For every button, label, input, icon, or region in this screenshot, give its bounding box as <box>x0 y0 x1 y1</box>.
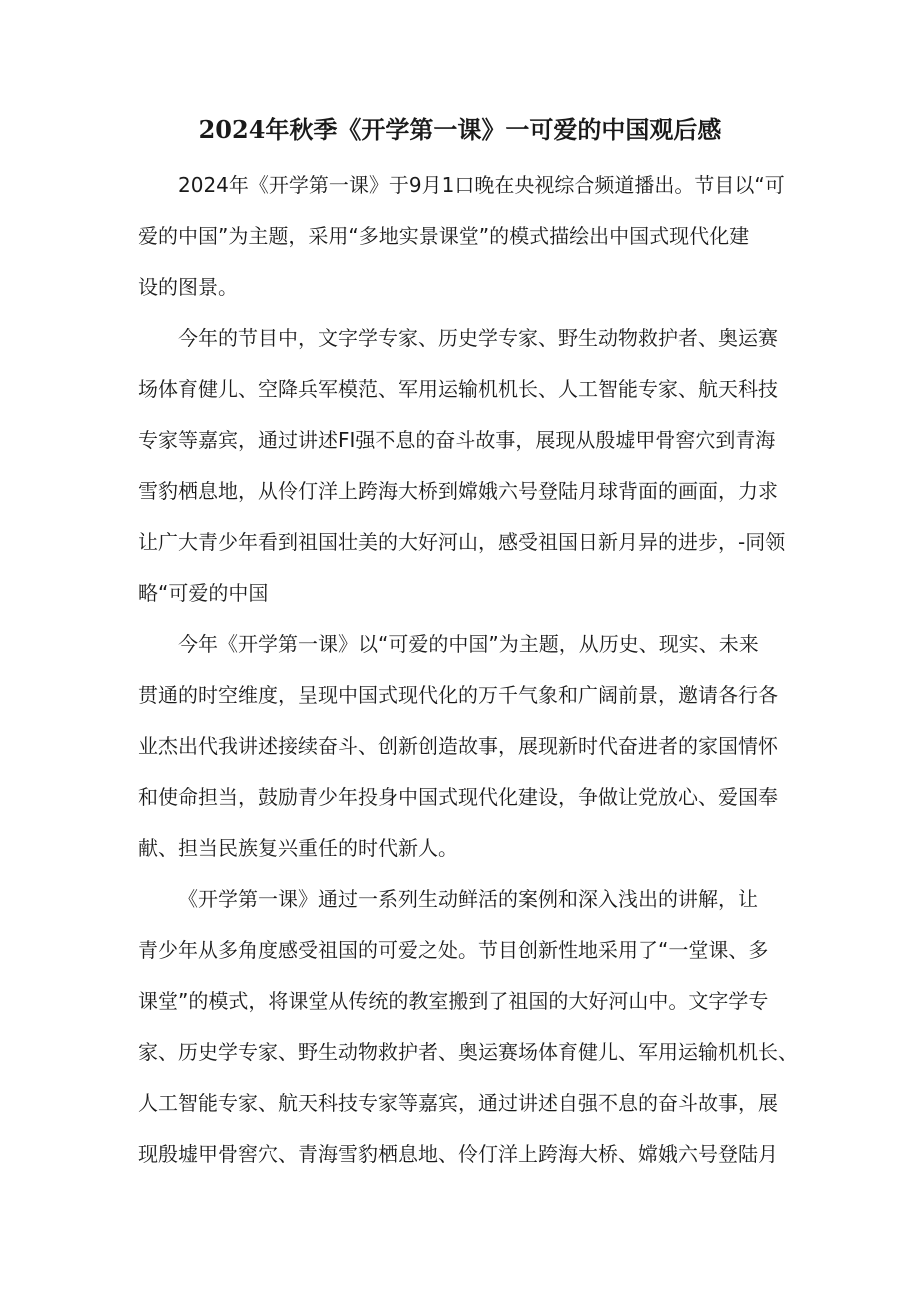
paragraph-4-line-2: 青少年从多角度感受祖国的可爱之处。节目创新性地采用了“一堂课、多 <box>138 938 769 962</box>
paragraph-3-line-3: 业杰出代我讲述接续奋斗、创新创造故事，展现新时代奋进者的家国情怀 <box>138 734 778 758</box>
paragraph-4-line-3: 课堂”的模式，将课堂从传统的教室搬到了祖国的大好河山中。文字学专 <box>138 989 769 1013</box>
paragraph-2-line-3: 专家等嘉宾，通过讲述FI强不息的奋斗故事，展现从殷墟甲骨窖穴到青海 <box>138 428 776 452</box>
paragraph-3-line-2: 贯通的时空维度，呈现中国式现代化的万千气象和广阔前景，邀请各行各 <box>138 683 778 707</box>
paragraph-2-line-5: 让广大青少年看到祖国壮美的大好河山，感受祖国日新月异的进步，-同领 <box>138 530 786 554</box>
paragraph-4-line-6: 现殷墟甲骨窖穴、青海雪豹栖息地、伶仃洋上跨海大桥、嫦娥六号登陆月 <box>138 1142 778 1166</box>
paragraph-2-line-4: 雪豹栖息地，从伶仃洋上跨海大桥到嫦娥六号登陆月球背面的画面，力求 <box>138 479 778 503</box>
paragraph-3-line-1: 今年《开学第一课》以“可爱的中国”为主题，从历史、现实、未来 <box>178 632 759 656</box>
paragraph-2-line-6: 略“可爱的中国 <box>138 581 269 605</box>
paragraph-4-line-4: 家、历史学专家、野生动物救护者、奥运赛场体育健儿、军用运输机机长、 <box>138 1040 798 1064</box>
paragraph-1-line-3: 设的图景。 <box>138 275 238 299</box>
paragraph-4-line-5: 人工智能专家、航天科技专家等嘉宾，通过讲述自强不息的奋斗故事，展 <box>138 1091 778 1115</box>
paragraph-1-line-2: 爱的中国”为主题，采用“多地实景课堂”的模式描绘出中国式现代化建 <box>138 224 750 248</box>
paragraph-2-line-2: 场体育健儿、空降兵军模范、军用运输机机长、人工智能专家、航天科技 <box>138 377 778 401</box>
paragraph-3-line-4: 和使命担当，鼓励青少年投身中国式现代化建设，争做让党放心、爱国奉 <box>138 785 778 809</box>
document-title: 2024年秋季《开学第一课》一可爱的中国观后感 <box>198 115 722 144</box>
paragraph-3-line-5: 献、担当民族复兴重任的时代新人。 <box>138 836 458 860</box>
paragraph-1-line-1: 2024年《开学第一课》于9月1口晚在央视综合频道播出。节目以“可 <box>178 173 785 197</box>
paragraph-4-line-1: 《开学第一课》通过一系列生动鲜活的案例和深入浅出的讲解，让 <box>178 887 758 911</box>
paragraph-2-line-1: 今年的节目中，文字学专家、历史学专家、野生动物救护者、奥运赛 <box>178 326 778 350</box>
